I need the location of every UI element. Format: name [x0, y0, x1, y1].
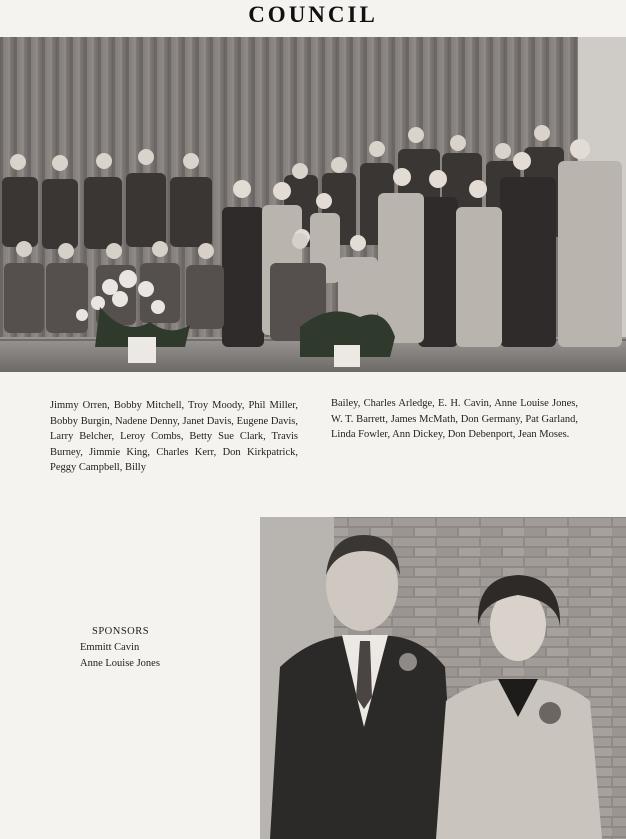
page-title: COUNCIL [248, 2, 378, 27]
sponsor-name: Emmitt Cavin [80, 642, 140, 653]
sponsors-block [80, 624, 230, 672]
council-group-photo [0, 37, 626, 372]
sponsor-name: Anne Louise Jones [80, 658, 160, 669]
member-names-right: Bailey, Charles Arledge, E. H. Cavin, Anne Louise Jones, W. T. Barrett, James McMath, Don Germany, Pat Garland, Linda Fowler, Ann Dickey, Don Debenport, Jean Moses. [331, 398, 578, 440]
sponsors-photo [260, 517, 626, 839]
member-names-left: Jimmy Orren, Bobby Mitchell, Troy Moody, Phil Miller, Bobby Burgin, Nadene Denny, Janet Davis, Eugene Davis, Larry Belcher, Leroy Combs, Betty Sue Clark, Travis Burney, Jimmie King, Charles Kerr, Don Kirkpatrick, Peggy Campbell, Billy [50, 400, 298, 473]
sponsors-heading: SPONSORS [92, 626, 150, 637]
